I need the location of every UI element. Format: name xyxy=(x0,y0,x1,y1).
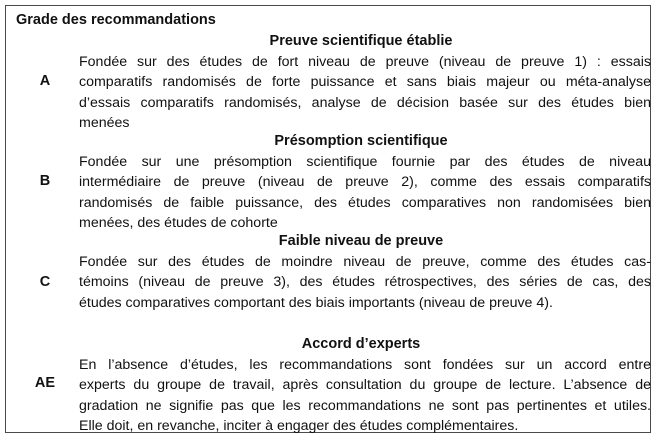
grade-b-heading: Présomption scientifique xyxy=(274,133,448,149)
grade-ae-label: AE xyxy=(34,375,56,391)
grade-c-description xyxy=(79,252,651,313)
description-line: d’essais comparatifs randomisés, analyse de décision basée sur des études bien xyxy=(79,94,651,111)
description-line: experts du groupe de travail, après consultation du groupe de lecture. L’absence de xyxy=(79,377,651,394)
grade-c-label: C xyxy=(39,274,51,290)
description-line: Fondée sur une présomption scientifique fournie par des études de niveau xyxy=(79,154,651,170)
description-line: gradation ne signifie pas que les recommandations ne sont pas pertinentes et utiles. xyxy=(79,397,651,414)
description-line: menées, des études de cohorte xyxy=(79,214,278,231)
description-line: témoins (niveau de preuve 3), des études rétrospectives, des séries de cas, des xyxy=(79,274,651,291)
description-line: menées xyxy=(79,114,130,131)
description-line: comparatifs randomisés de forte puissance et sans biais majeur ou méta-analyse xyxy=(79,74,651,91)
grade-ae-description xyxy=(79,355,651,436)
grade-a-heading: Preuve scientifique établie xyxy=(269,33,453,49)
grade-b-description xyxy=(79,152,651,233)
grade-a-label: A xyxy=(39,73,51,89)
description-line: En l’absence d’études, les recommandations sont fondées sur un accord entre xyxy=(79,357,651,373)
description-line: intermédiaire de preuve (niveau de preuve 2), comme des essais comparatifs xyxy=(79,174,651,191)
grade-b-label: B xyxy=(39,173,51,189)
grade-c-heading: Faible niveau de preuve xyxy=(278,233,444,249)
table-title: Grade des recommandations xyxy=(16,12,216,28)
grade-ae-heading: Accord d’experts xyxy=(301,336,421,352)
description-line: Fondée sur des études de moindre niveau de preuve, comme des études cas- xyxy=(79,254,651,270)
description-line: Fondée sur des études de fort niveau de preuve (niveau de preuve 1) : essais xyxy=(79,54,651,70)
description-line: randomisés de faible puissance, des études comparatives non randomisées bien xyxy=(79,194,651,211)
grade-a-description xyxy=(79,52,651,133)
description-line: études comparatives comportant des biais importants (niveau de preuve 4). xyxy=(79,294,553,311)
description-line: Elle doit, en revanche, inciter à engager des études complémentaires. xyxy=(79,417,519,434)
recommendation-grades-table xyxy=(5,5,651,433)
